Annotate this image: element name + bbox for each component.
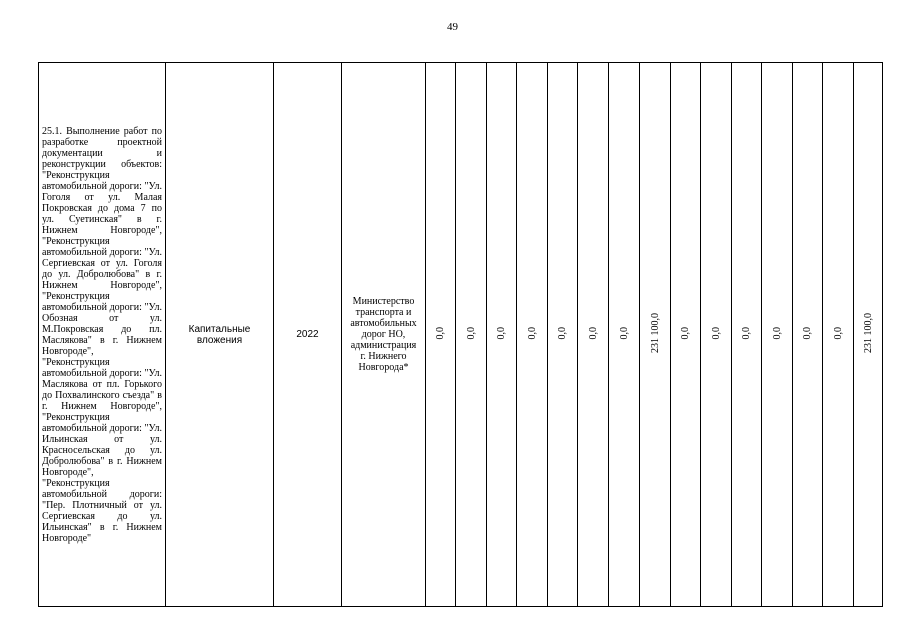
value-cell [671,63,701,607]
value-cell [456,63,487,607]
value-text: 0,0 [618,326,630,340]
value-text: 0,0 [802,326,813,340]
value-text: 0,0 [435,326,446,340]
value-text: 0,0 [587,326,599,340]
value-cell [426,63,456,607]
value-text: 0,0 [526,326,538,340]
value-text: 0,0 [680,326,691,340]
value-text: 0,0 [557,326,568,340]
value-cell [854,63,883,607]
value-cell [548,63,578,607]
value-text: 0,0 [741,326,752,340]
value-cell [578,63,609,607]
value-cell [732,63,762,607]
value-text: 0,0 [710,326,722,340]
value-cell [823,63,854,607]
value-cell [701,63,732,607]
measure-description: 25.1. Выполнение работ по разработке проектной документации и реконструкции объектов: "Реконструкция автомобильной дороги: "Ул. Гоголя от ул. Малая Покровская до дома 7 по ул. Суетинская" в г. Нижнем Новгороде", "Реконструкция автомобильной дороги: "Ул. Сергиевская от ул. Гоголя до ул. Добролюбова" в г. Нижнем Новгороде", "Реконструкция автомобильной дороги: "Ул. Обозная от ул. М.Покровская до пл. Маслякова" в г. Нижнем Новгороде", "Реконструкция автомобильной дороги: "Ул. Маслякова от пл. Горького до Похвалинского съезда" в г. Нижнем Новгороде", "Реконструкция автомобильной дороги: "Ул. Ильинская от ул. Красносельская до ул. Добролюбова" в г. Нижнем Новгороде", "Реконструкция автомобильной дороги: "Пер. Плотничный от ул. Сергиевская до ул. Ильинская" в г. Нижнем Новгороде" [39,63,166,607]
value-cell [762,63,793,607]
value-cell [609,63,640,607]
value-cell [640,63,671,607]
value-text: 0,0 [465,326,477,340]
value-text: 231 100,0 [862,313,874,353]
executor-cell: Министерство транспорта и автомобильных дорог НО, администрация г. Нижнего Новгорода* [342,63,426,607]
value-text: 0,0 [771,326,783,340]
funding-type-cell: Капитальные вложения [166,63,274,607]
year-cell: 2022 [274,63,342,607]
value-cell [517,63,548,607]
budget-table [38,62,883,607]
value-text: 231 100,0 [649,313,661,353]
page-number: 49 [447,21,458,33]
value-cell [487,63,517,607]
value-text: 0,0 [496,326,507,340]
table-row [39,63,883,607]
value-text: 0,0 [832,326,844,340]
value-cell [793,63,823,607]
